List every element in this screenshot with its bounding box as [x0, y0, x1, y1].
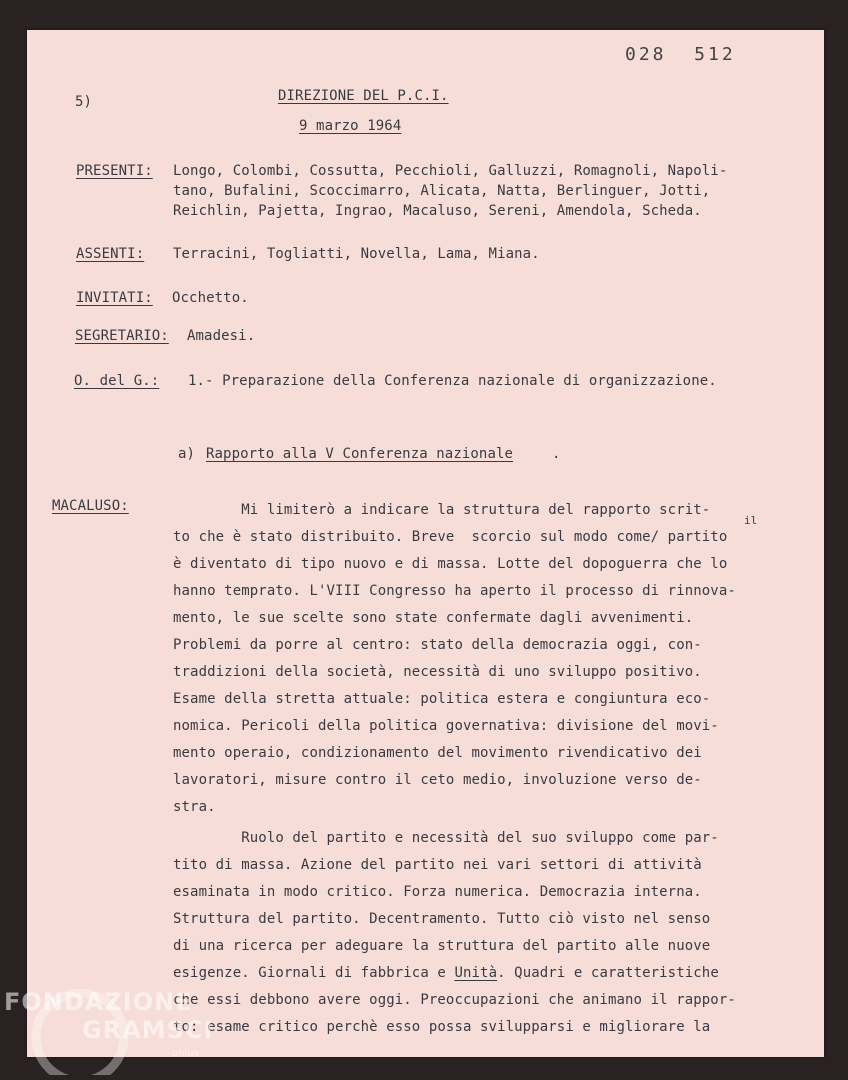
paragraph-line: Mi limiterò a indicare la struttura del rapporto scrit- [173, 502, 711, 518]
paragraph-line: Problemi da porre al centro: stato della democrazia oggi, con- [173, 637, 702, 653]
paragraph-line: nomica. Pericoli della politica governativa: divisione del movi- [173, 718, 719, 734]
paragraph-line: che essi debbono avere oggi. Preoccupazioni che animano il rappor- [173, 992, 736, 1008]
section-suffix: . [552, 446, 561, 462]
watermark-line2: GRAMSCI [82, 1016, 214, 1044]
ordine-text: 1.- Preparazione della Conferenza nazionale di organizzazione. [188, 373, 717, 389]
watermark-line1: FONDAZIONE [4, 988, 193, 1016]
paragraph-line: di una ricerca per adeguare la struttura del partito alle nuove [173, 938, 711, 954]
paragraph-line: Struttura del partito. Decentramento. Tutto ciò visto nel senso [173, 911, 711, 927]
paragraph-line: Esame della stretta attuale: politica estera e congiuntura eco- [173, 691, 711, 707]
presenti-label: PRESENTI: [76, 163, 153, 179]
unita-underlined: Unità [454, 965, 498, 981]
inline-correction: il [744, 514, 758, 527]
invitati-label: INVITATI: [76, 290, 153, 306]
section-prefix: a) [178, 446, 196, 462]
assenti-label: ASSENTI: [76, 246, 145, 262]
paragraph-line: hanno temprato. L'VIII Congresso ha aperto il processo di rinnova- [173, 583, 736, 599]
paragraph-line: mento, le sue scelte sono state confermate dagli avvenimenti. [173, 610, 694, 626]
document-date: 9 marzo 1964 [299, 118, 402, 134]
segretario-label: SEGRETARIO: [75, 328, 169, 344]
item-number: 5) [75, 94, 93, 110]
archive-code: 028 512 [625, 44, 736, 65]
paragraph-line: è diventato di tipo nuovo e di massa. Lotte del dopoguerra che lo [173, 556, 728, 572]
presenti-line: tano, Bufalini, Scoccimarro, Alicata, Natta, Berlinguer, Jotti, [173, 183, 711, 199]
paragraph-line: traddizioni della società, necessità di uno sviluppo positivo. [173, 664, 702, 680]
section-title: Rapporto alla V Conferenza nazionale [206, 446, 514, 462]
assenti-text: Terracini, Togliatti, Novella, Lama, Miana. [173, 246, 540, 262]
paragraph-line: tito di massa. Azione del partito nei vari settori di attività [173, 857, 702, 873]
paragraph-line: stra. [173, 799, 216, 815]
text-span: esigenze. Giornali di fabbrica e [173, 965, 455, 981]
segretario-text: Amadesi. [187, 328, 256, 344]
ordine-label: O. del G.: [74, 373, 160, 389]
paragraph-line: lavoratori, misure contro il ceto medio, involuzione verso de- [173, 772, 702, 788]
document-heading: DIREZIONE DEL P.C.I. [278, 88, 449, 104]
paragraph-line: to: esame critico perchè esso possa svilupparsi e migliorare la [173, 1019, 711, 1035]
paragraph-line: to che è stato distribuito. Breve scorcio sul modo come/ partito [173, 529, 728, 545]
paragraph-line: mento operaio, condizionamento del movimento rivendicativo dei [173, 745, 702, 761]
speaker-label: MACALUSO: [52, 498, 129, 514]
presenti-line: Reichlin, Pajetta, Ingrao, Macaluso, Sereni, Amendola, Scheda. [173, 203, 702, 219]
paragraph-line-unita [173, 965, 719, 981]
document-page [27, 30, 824, 1057]
invitati-text: Occhetto. [172, 290, 249, 306]
presenti-line: Longo, Colombi, Cossutta, Pecchioli, Galluzzi, Romagnoli, Napoli- [173, 163, 728, 179]
paragraph-line: esaminata in modo critico. Forza numerica. Democrazia interna. [173, 884, 702, 900]
paragraph-line: Ruolo del partito e necessità del suo sviluppo come par- [173, 830, 719, 846]
watermark-line3: onlus [172, 1048, 199, 1059]
text-span: . Quadri e caratteristiche [497, 965, 719, 981]
